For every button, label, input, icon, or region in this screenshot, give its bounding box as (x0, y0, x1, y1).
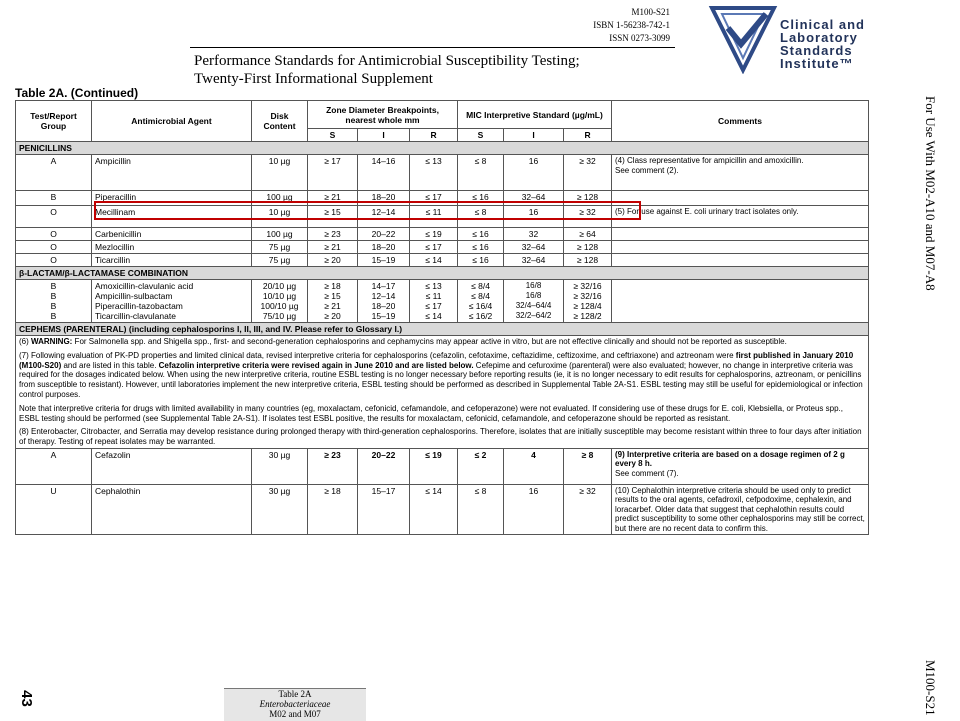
tab-line-2: Enterobacteriaceae (259, 699, 331, 709)
cell-zone-r: ≤ 13 ≤ 11 ≤ 17 ≤ 14 (410, 280, 458, 323)
cell-comment (612, 191, 869, 206)
col-header-disk: Disk Content (252, 101, 308, 142)
col-header-agent: Antimicrobial Agent (92, 101, 252, 142)
cell-disk: 30 µg (252, 448, 308, 484)
document-codes (593, 6, 670, 45)
table-row (16, 484, 869, 535)
cell-mic-i: 32 (504, 228, 564, 241)
logo-line: Institute™ (780, 56, 854, 71)
note-6 (19, 337, 865, 347)
page-number: 43 (17, 690, 35, 707)
cell-mic-s: ≤ 16 (458, 191, 504, 206)
cell-group: U (16, 484, 92, 535)
col-header-r: R (410, 129, 458, 142)
table-row (16, 155, 869, 191)
cell-mic-s: ≤ 8 (458, 484, 504, 535)
tab-line-3: M02 and M07 (269, 709, 321, 719)
cell-comment (612, 448, 869, 484)
cell-zone-s: ≥ 21 (308, 191, 358, 206)
cell-mic-r: ≥ 128 (564, 241, 612, 254)
cell-agent: Carbenicillin (92, 228, 252, 241)
cell-mic-i: 32–64 (504, 191, 564, 206)
cell-zone-r: ≤ 17 (410, 191, 458, 206)
cell-agent: Amoxicillin-clavulanic acid Ampicillin-sulbactam Piperacillin-tazobactam Ticarcillin-clavulanate (92, 280, 252, 323)
logo-line: Laboratory (780, 30, 858, 45)
note-7-note: Note that interpretive criteria for drugs with limited availability in many countries (eg, moxalactam, cefonicid, cefamandole, and cefoperazone) were not evaluated. If considering use of these drugs for E. coli, Klebsiella, or Proteus spp., ESBL testing should be performed (see Supplemental Table 2A-S1). If isolates test ESBL positive, the results for moxalactam, cefonicid, cefamandole, and cefoperazone should be reported as resistant. (19, 403, 843, 423)
cell-group: O (16, 254, 92, 267)
cell-disk: 75 µg (252, 241, 308, 254)
cell-group: A (16, 448, 92, 484)
cell-comment (612, 155, 869, 191)
breakpoint-table (15, 100, 869, 535)
cell-agent: Piperacillin (92, 191, 252, 206)
cell-zone-s: ≥ 18 ≥ 15 ≥ 21 ≥ 20 (308, 280, 358, 323)
col-header-r: R (564, 129, 612, 142)
cell-zone-r: ≤ 19 (410, 228, 458, 241)
cell-agent: Ampicillin (92, 155, 252, 191)
cell-mic-i: 16 (504, 484, 564, 535)
cell-mic-s: ≤ 2 (458, 448, 504, 484)
comment-10: (10) Cephalothin interpretive criteria should be used only to predict results to the oral agents, cefadroxil, cefpodoxime, cephalexin, and loracarbef. Older data that suggest that cephalothin results could predict susceptibility to some other cephalosporins may still be correct, but there are no recent data to confirm this. (612, 484, 869, 535)
cell-zone-s: ≥ 21 (308, 241, 358, 254)
doc-code: M100-S21 (631, 7, 670, 17)
comment-9-see: See comment (7). (615, 468, 679, 478)
section-beta-lactam: β-LACTAM/β-LACTAMASE COMBINATION (16, 267, 869, 280)
cell-agent: Mecillinam (92, 206, 252, 228)
cell-zone-i: 14–17 12–14 18–20 15–19 (358, 280, 410, 323)
col-header-group: Test/Report Group (16, 101, 92, 142)
cell-zone-r: ≤ 17 (410, 241, 458, 254)
cell-mic-r: ≥ 128 (564, 191, 612, 206)
cell-mic-i: 32–64 (504, 254, 564, 267)
cell-zone-s: ≥ 20 (308, 254, 358, 267)
table-row (16, 241, 869, 254)
cell-mic-i: 16 (504, 206, 564, 228)
cell-group: B B B B (16, 280, 92, 323)
cell-mic-s: ≤ 8 (458, 155, 504, 191)
issn: ISSN 0273-3099 (609, 33, 670, 43)
cell-disk: 100 µg (252, 191, 308, 206)
cell-mic-r: ≥ 64 (564, 228, 612, 241)
cell-group: B (16, 191, 92, 206)
cell-mic-r: ≥ 32 (564, 155, 612, 191)
comment-5: (5) For use against E. coli urinary tract isolates only. (612, 206, 869, 228)
note-7-b: first published in January 2010 (M100-S20) (19, 350, 854, 370)
cell-comment (612, 228, 869, 241)
col-header-comments: Comments (612, 101, 869, 142)
cell-zone-r: ≤ 11 (410, 206, 458, 228)
cell-zone-s: ≥ 17 (308, 155, 358, 191)
cell-disk: 10 µg (252, 206, 308, 228)
cell-group: A (16, 155, 92, 191)
cell-mic-r: ≥ 128 (564, 254, 612, 267)
cell-zone-s: ≥ 23 (308, 448, 358, 484)
note-6-warning: WARNING: (31, 337, 73, 346)
note-7 (19, 351, 865, 400)
table-row (16, 448, 869, 484)
table-row (16, 254, 869, 267)
cell-comment (612, 280, 869, 323)
cell-mic-r: ≥ 32/16 ≥ 32/16 ≥ 128/4 ≥ 128/2 (564, 280, 612, 323)
cell-disk: 100 µg (252, 228, 308, 241)
note-7-a: (7) Following evaluation of PK-PD properties and limited clinical data, revised interpretive criteria for cephalosporins (cefazolin, cefotaxime, ceftazidime, ceftizoxime, and ceftriaxone) and aztreonam were (19, 350, 736, 360)
cell-group: O (16, 228, 92, 241)
cephem-notes (16, 336, 869, 449)
cell-mic-s: ≤ 8/4 ≤ 8/4 ≤ 16/4 ≤ 16/2 (458, 280, 504, 323)
table-row (16, 228, 869, 241)
cell-zone-i: 15–19 (358, 254, 410, 267)
cell-agent: Cephalothin (92, 484, 252, 535)
cell-group: O (16, 241, 92, 254)
title-line-1: Performance Standards for Antimicrobial Susceptibility Testing; (194, 53, 580, 69)
title-line-2: Twenty-First Informational Supplement (194, 71, 433, 87)
cephem-notes-row (16, 336, 869, 449)
cell-agent: Mezlocillin (92, 241, 252, 254)
col-header-s: S (308, 129, 358, 142)
comment-4: (4) Class representative for ampicillin and amoxicillin. (615, 156, 804, 165)
cell-disk: 20/10 µg 10/10 µg 100/10 µg 75/10 µg (252, 280, 308, 323)
note-8: (8) Enterobacter, Citrobacter, and Serratia may develop resistance during prolonged therapy with third-generation cephalosporins. Therefore, isolates that are initially susceptible may become resistant within three to four days after initiation of therapy. Testing of repeat isolates may be warranted. (19, 427, 862, 447)
cell-zone-s: ≥ 18 (308, 484, 358, 535)
col-header-mic: MIC Interpretive Standard (µg/mL) (458, 101, 612, 129)
cell-zone-i: 20–22 (358, 228, 410, 241)
cell-comment (612, 254, 869, 267)
col-header-zone: Zone Diameter Breakpoints, nearest whole mm (308, 101, 458, 129)
note-7-c: and are listed in this table. (61, 360, 159, 370)
cell-mic-i: 16/8 16/8 32/4–64/4 32/2–64/2 (504, 280, 564, 323)
cell-zone-i: 12–14 (358, 206, 410, 228)
comment-4-see: See comment (2). (615, 165, 679, 175)
section-cephems: CEPHEMS (PARENTERAL) (including cephalosporins I, II, III, and IV. Please refer to Glossary I.) (16, 323, 869, 336)
logo-line: Clinical and (780, 17, 865, 32)
logo-line: Standards (780, 43, 853, 58)
table-row (16, 280, 869, 323)
note-6-text: For Salmonella spp. and Shigella spp., first- and second-generation cephalosporins and cephamycins may appear active in vitro, but are not effective clinically and should not be reported as susceptible. (72, 337, 787, 346)
cell-group: O (16, 206, 92, 228)
cell-zone-i: 15–17 (358, 484, 410, 535)
document-title (194, 52, 580, 88)
cell-disk: 10 µg (252, 155, 308, 191)
cell-zone-r: ≤ 14 (410, 254, 458, 267)
cell-zone-r: ≤ 19 (410, 448, 458, 484)
cell-mic-r: ≥ 32 (564, 484, 612, 535)
side-text-use-with: For Use With M02-A10 and M07-A8 (923, 96, 938, 291)
cell-mic-i: 32–64 (504, 241, 564, 254)
cell-mic-s: ≤ 16 (458, 254, 504, 267)
col-header-i: I (358, 129, 410, 142)
col-header-i: I (504, 129, 564, 142)
cell-mic-i: 16 (504, 155, 564, 191)
cell-mic-s: ≤ 8 (458, 206, 504, 228)
section-penicillins: PENICILLINS (16, 142, 869, 155)
cell-zone-r: ≤ 13 (410, 155, 458, 191)
col-header-s: S (458, 129, 504, 142)
cell-zone-i: 18–20 (358, 241, 410, 254)
table-tab (224, 688, 366, 721)
cell-zone-s: ≥ 23 (308, 228, 358, 241)
cell-disk: 30 µg (252, 484, 308, 535)
cell-agent: Ticarcillin (92, 254, 252, 267)
comment-9: (9) Interpretive criteria are based on a dosage regimen of 2 g every 8 h. (615, 449, 845, 469)
note-6-prefix: (6) (19, 337, 31, 346)
table-caption: Table 2A. (Continued) (15, 86, 139, 100)
cell-mic-s: ≤ 16 (458, 228, 504, 241)
side-text-doc-code: M100-S21 (923, 660, 938, 716)
cell-agent: Cefazolin (92, 448, 252, 484)
cell-disk: 75 µg (252, 254, 308, 267)
header-rule (190, 47, 675, 48)
clsi-logo-text (780, 18, 865, 70)
cell-mic-s: ≤ 16 (458, 241, 504, 254)
note-7-e: Cefepime and cefuroxime (parenteral) were also evaluated; however, no change in interpretive criteria was required for the dosages indicated below. When using the new interpretive criteria, routine ESBL testing is no longer necessary before reporting results (ie, it is no longer necessary to edit results for cephalosporins, aztreonam, or penicillins from susceptible to resistant). However, until laboratories implement the new interpretive criteria, ESBL testing should be performed as described in Supplemental Table 2A-S1. ESBL testing may still be useful for epidemiological or infection control purposes. (19, 360, 863, 399)
note-7-d: Cefazolin interpretive criteria were revised again in June 2010 and are listed below. (158, 360, 474, 370)
cell-mic-i: 4 (504, 448, 564, 484)
cell-comment (612, 241, 869, 254)
highlight-box (94, 201, 641, 220)
cell-zone-i: 14–16 (358, 155, 410, 191)
cell-zone-s: ≥ 15 (308, 206, 358, 228)
cell-mic-r: ≥ 32 (564, 206, 612, 228)
cell-zone-r: ≤ 14 (410, 484, 458, 535)
isbn: ISBN 1-56238-742-1 (593, 20, 670, 30)
tab-line-1: Table 2A (278, 689, 312, 699)
cell-mic-r: ≥ 8 (564, 448, 612, 484)
cell-zone-i: 20–22 (358, 448, 410, 484)
cell-zone-i: 18–20 (358, 191, 410, 206)
